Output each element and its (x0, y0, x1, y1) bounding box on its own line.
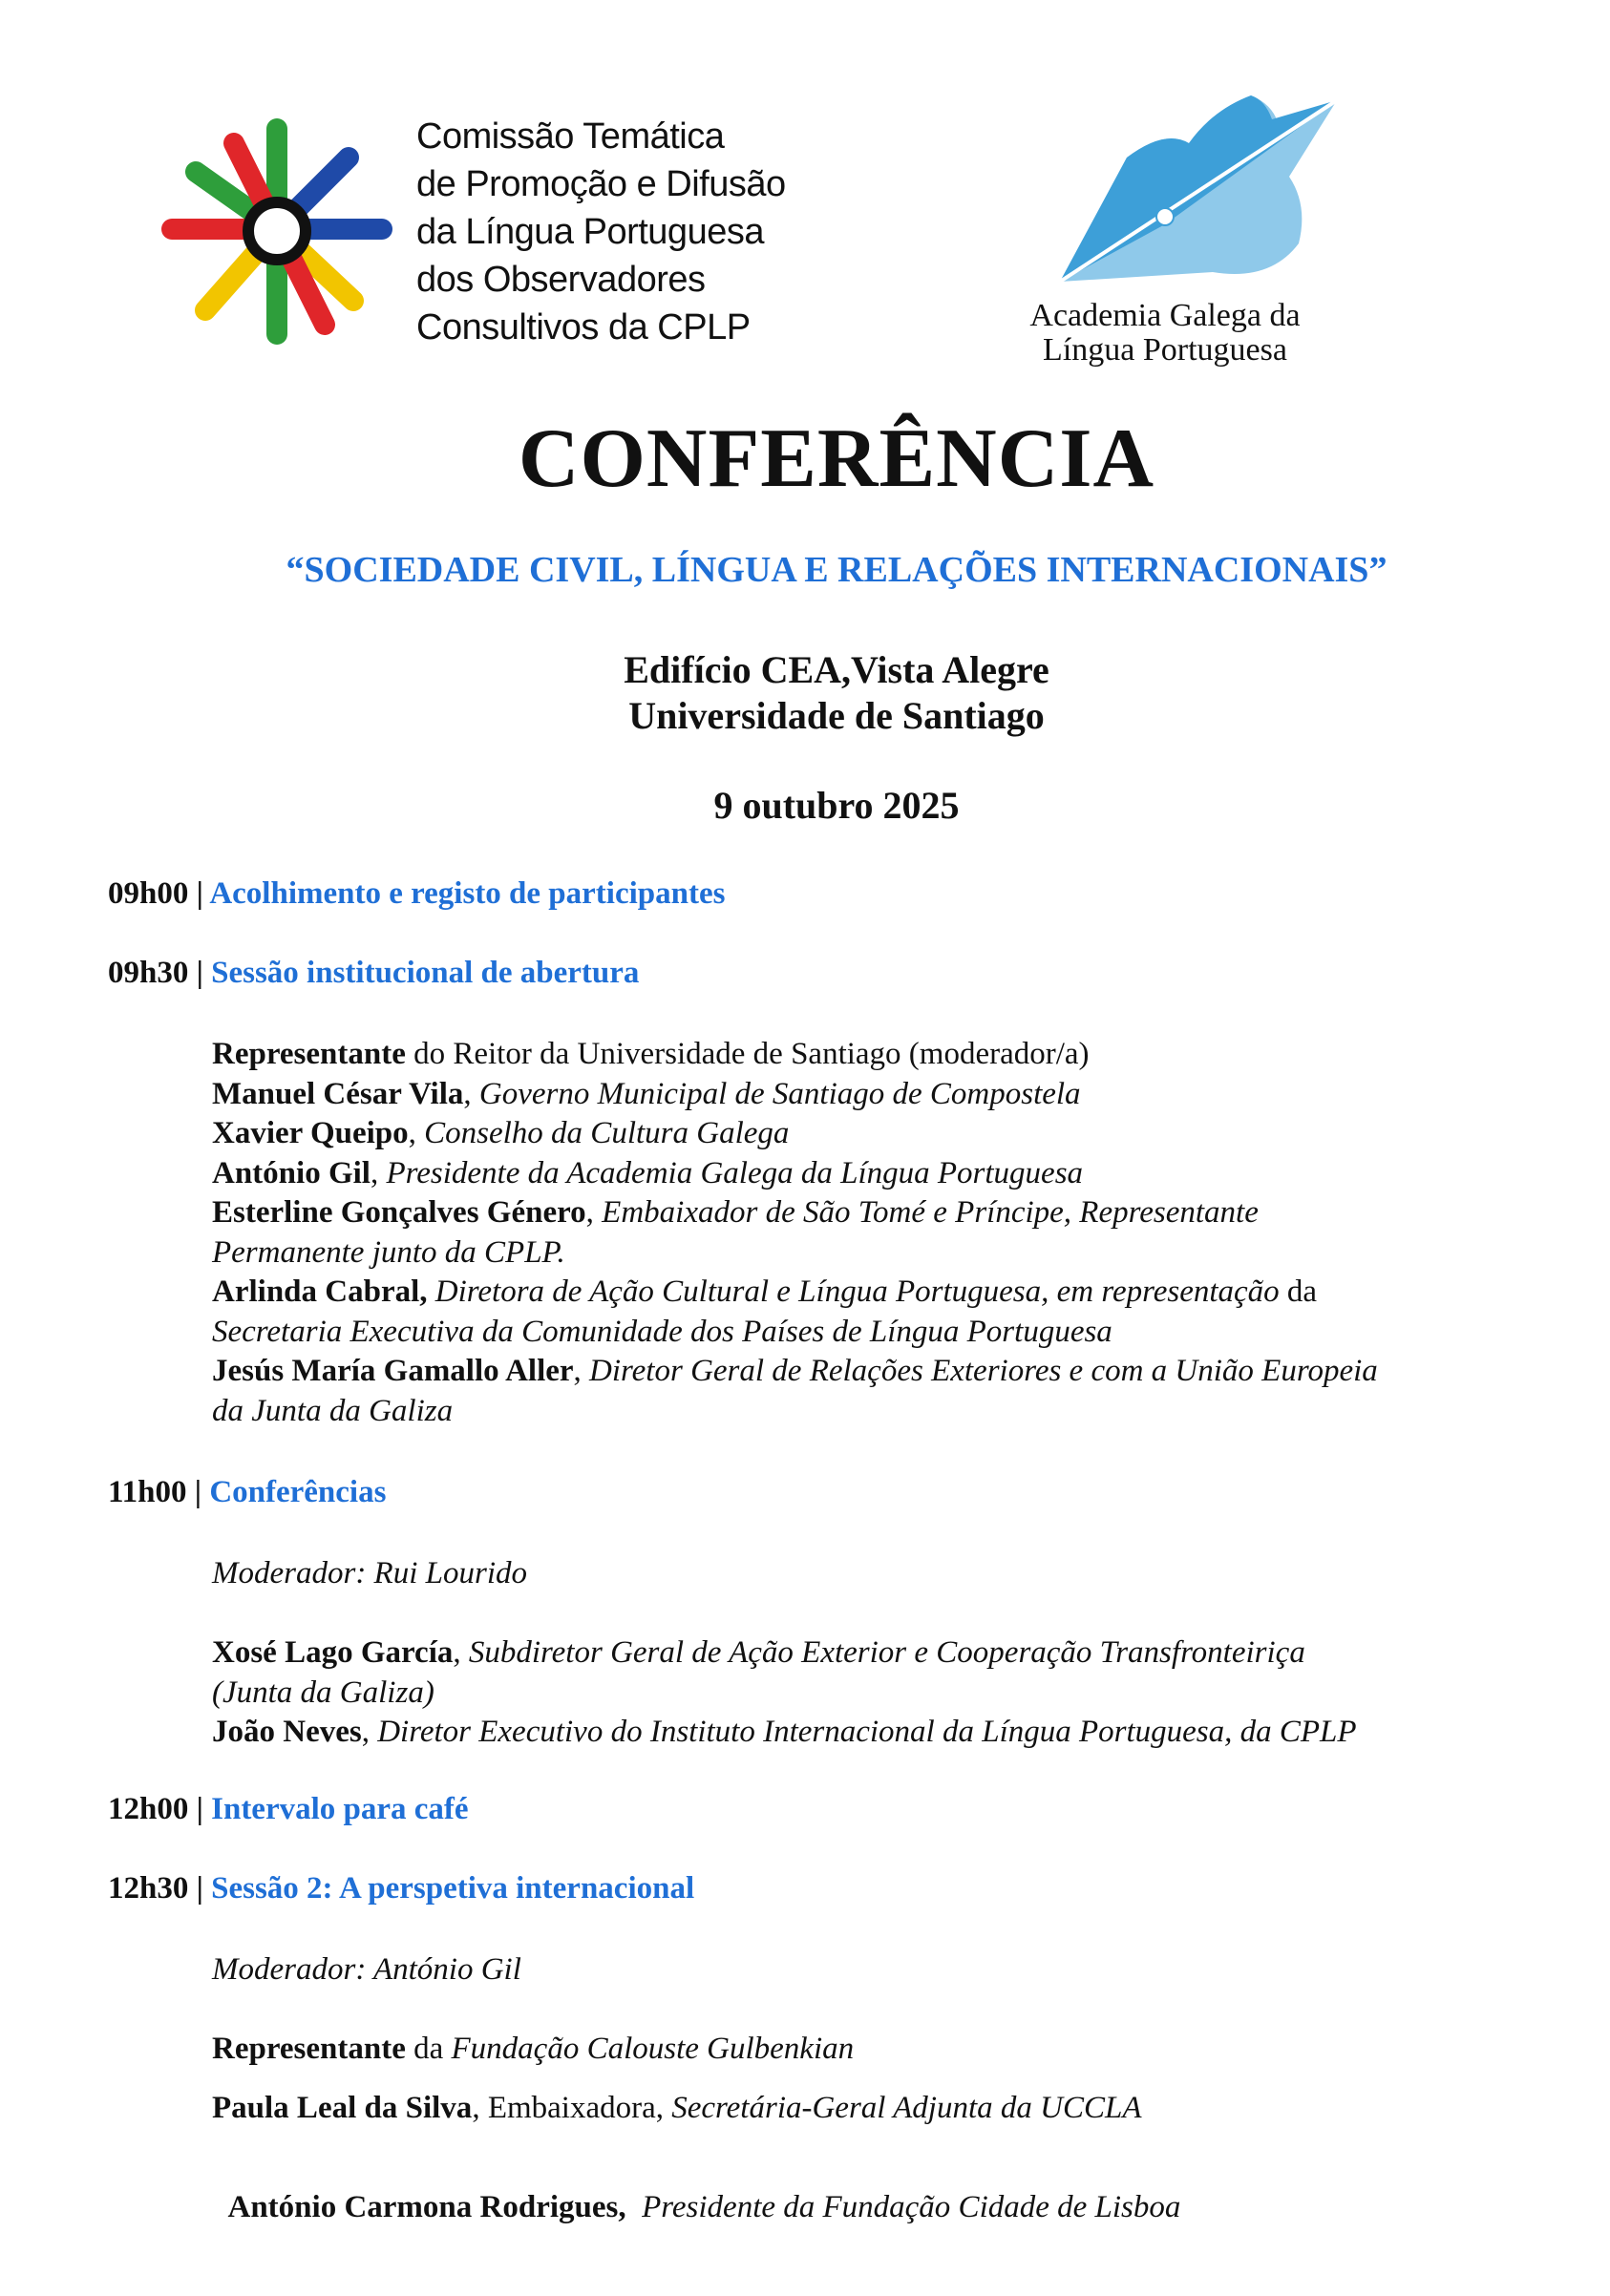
venue-line-1: Edifício CEA,Vista Alegre (624, 648, 1049, 691)
speaker-list (212, 1633, 1530, 1753)
speaker-role: Presidente da Academia Galega da Língua Portuguesa (386, 1155, 1084, 1190)
speaker-name: Jesús María Gamallo Aller (212, 1354, 574, 1388)
speaker-name: Manuel César Vila (212, 1076, 464, 1111)
speaker-entry (212, 2148, 1530, 2227)
speaker-name: Paula Leal da Silva (212, 2091, 473, 2125)
program-slot (108, 876, 725, 912)
speaker-role: Secretaria Executiva da Comunidade dos Países de Língua Portuguesa (212, 1314, 1112, 1349)
speaker-role: Diretor Geral de Relações Exteriores e com a União Europeia (589, 1354, 1378, 1388)
program-slot (108, 1475, 386, 1510)
speaker-entry: Manuel César Vila, Governo Municipal de Santiago de Compostela (212, 1076, 1081, 1111)
speaker-entry: Jesús María Gamallo Aller, Diretor Geral de Relações Exteriores e com a União Europeia da Junta da Galiza (212, 1354, 1378, 1428)
moderator: Moderador: António Gil (212, 1952, 521, 1987)
speaker-entry: Paula Leal da Silva, Embaixadora, Secretária-Geral Adjunta da UCCLA (212, 2091, 1142, 2125)
speaker-name: Xavier Queipo (212, 1116, 409, 1150)
speaker-role: Subdiretor Geral de Ação Exterior e Cooperação Transfronteiriça (468, 1635, 1305, 1670)
speaker-role: da Junta da Galiza (212, 1393, 454, 1428)
program-slot (108, 956, 639, 991)
speaker-entry: Representante da Fundação Calouste Gulbenkian (212, 2032, 855, 2066)
speaker-role: (Junta da Galiza) (212, 1675, 434, 1710)
speaker-role: Permanente junto da CPLP. (212, 1234, 565, 1270)
slot-time: 09h30 | (108, 956, 212, 990)
slot-time: 11h00 | (108, 1475, 210, 1509)
logo-left-line: da Língua Portuguesa (416, 212, 764, 252)
speaker-entry (212, 1035, 1530, 1075)
speaker-entry: Xavier Queipo, Conselho da Cultura Galega (212, 1116, 790, 1150)
speaker-entry: Esterline Gonçalves Género, Embaixador de São Tomé e Príncipe, Representante Permanente junto da CPLP. (212, 1195, 1259, 1270)
slot-time: 12h30 | (108, 1871, 212, 1906)
conference-subtitle: “SOCIEDADE CIVIL, LÍNGUA E RELAÇÕES INTERNACIONAIS” (286, 550, 1388, 590)
slot-label: Conferências (209, 1475, 387, 1509)
speaker-name: António Carmona Rodrigues, (227, 2189, 626, 2224)
speaker-role: do Reitor da Universidade de Santiago (moderador/a) (405, 1037, 1090, 1071)
speaker-name: Representante (212, 2032, 406, 2066)
speaker-role: Presidente da Fundação Cidade de Lisboa (642, 2189, 1181, 2224)
slot-time: 12h00 | (108, 1792, 212, 1826)
speaker-entry: António Gil, Presidente da Academia Galega da Língua Portuguesa (212, 1155, 1084, 1190)
galician-map-pen-icon (1022, 91, 1346, 291)
speaker-role: Diretora de Ação Cultural e Língua Portuguesa, em representação (434, 1274, 1280, 1309)
cplp-commission-logo (153, 105, 821, 353)
logo-left-line: dos Observadores (416, 260, 706, 300)
speaker-entry: João Neves, Diretor Executivo do Instituto Internacional da Língua Portuguesa, da CPLP (212, 1715, 1357, 1749)
agal-logo (993, 91, 1337, 377)
logo-left-line: Comissão Temática (416, 116, 725, 157)
program-slot (108, 1792, 469, 1827)
speaker-role: Secretária-Geral Adjunta da UCCLA (671, 2091, 1142, 2125)
speaker-role: Governo Municipal de Santiago de Compostela (478, 1076, 1081, 1111)
logo-left-line: Consultivos da CPLP (416, 307, 751, 348)
slot-label: Sessão 2: A perspetiva internacional (211, 1871, 695, 1906)
venue-line-2: Universidade de Santiago (628, 694, 1045, 737)
colored-flower-emblem-icon (153, 105, 401, 353)
speaker-entry: Xosé Lago García, Subdiretor Geral de Ação Exterior e Cooperação Transfronteiriça (Junta da Galiza) (212, 1635, 1305, 1710)
speaker-name: Representante (212, 1037, 406, 1071)
slot-label: Intervalo para café (211, 1792, 469, 1826)
slot-time: 09h00 | (108, 876, 210, 911)
slot-label: Acolhimento e registo de participantes (209, 876, 726, 911)
logo-right-line: Língua Portuguesa (1043, 332, 1287, 368)
speaker-list (212, 1035, 1530, 1431)
logo-left-line: de Promoção e Difusão (416, 164, 786, 204)
speaker-role: Conselho da Cultura Galega (424, 1116, 790, 1150)
speaker-role: Diretor Executivo do Instituto Internacional da Língua Portuguesa, da CPLP (377, 1715, 1357, 1749)
logo-right-line: Academia Galega da (1029, 298, 1301, 333)
speaker-name: Esterline Gonçalves Género (212, 1195, 586, 1230)
speaker-name: João Neves (212, 1715, 362, 1749)
slot-label: Sessão institucional de abertura (211, 956, 640, 990)
event-date: 9 outubro 2025 (713, 784, 960, 827)
speaker-entry: Arlinda Cabral, Diretora de Ação Cultural e Língua Portuguesa, em representação da Secretaria Executiva da Comunidade dos Países de Língua Portuguesa (212, 1274, 1318, 1349)
program-slot (108, 1871, 694, 1906)
speaker-name: Arlinda Cabral, (212, 1274, 428, 1309)
speaker-role: Embaixador de São Tomé e Príncipe, Representante (602, 1195, 1259, 1230)
moderator: Moderador: Rui Lourido (212, 1556, 527, 1590)
page-title: CONFERÊNCIA (518, 412, 1155, 505)
speaker-name: Xosé Lago García (212, 1635, 454, 1670)
speaker-role: Fundação Calouste Gulbenkian (451, 2032, 855, 2066)
speaker-name: António Gil (212, 1155, 371, 1190)
